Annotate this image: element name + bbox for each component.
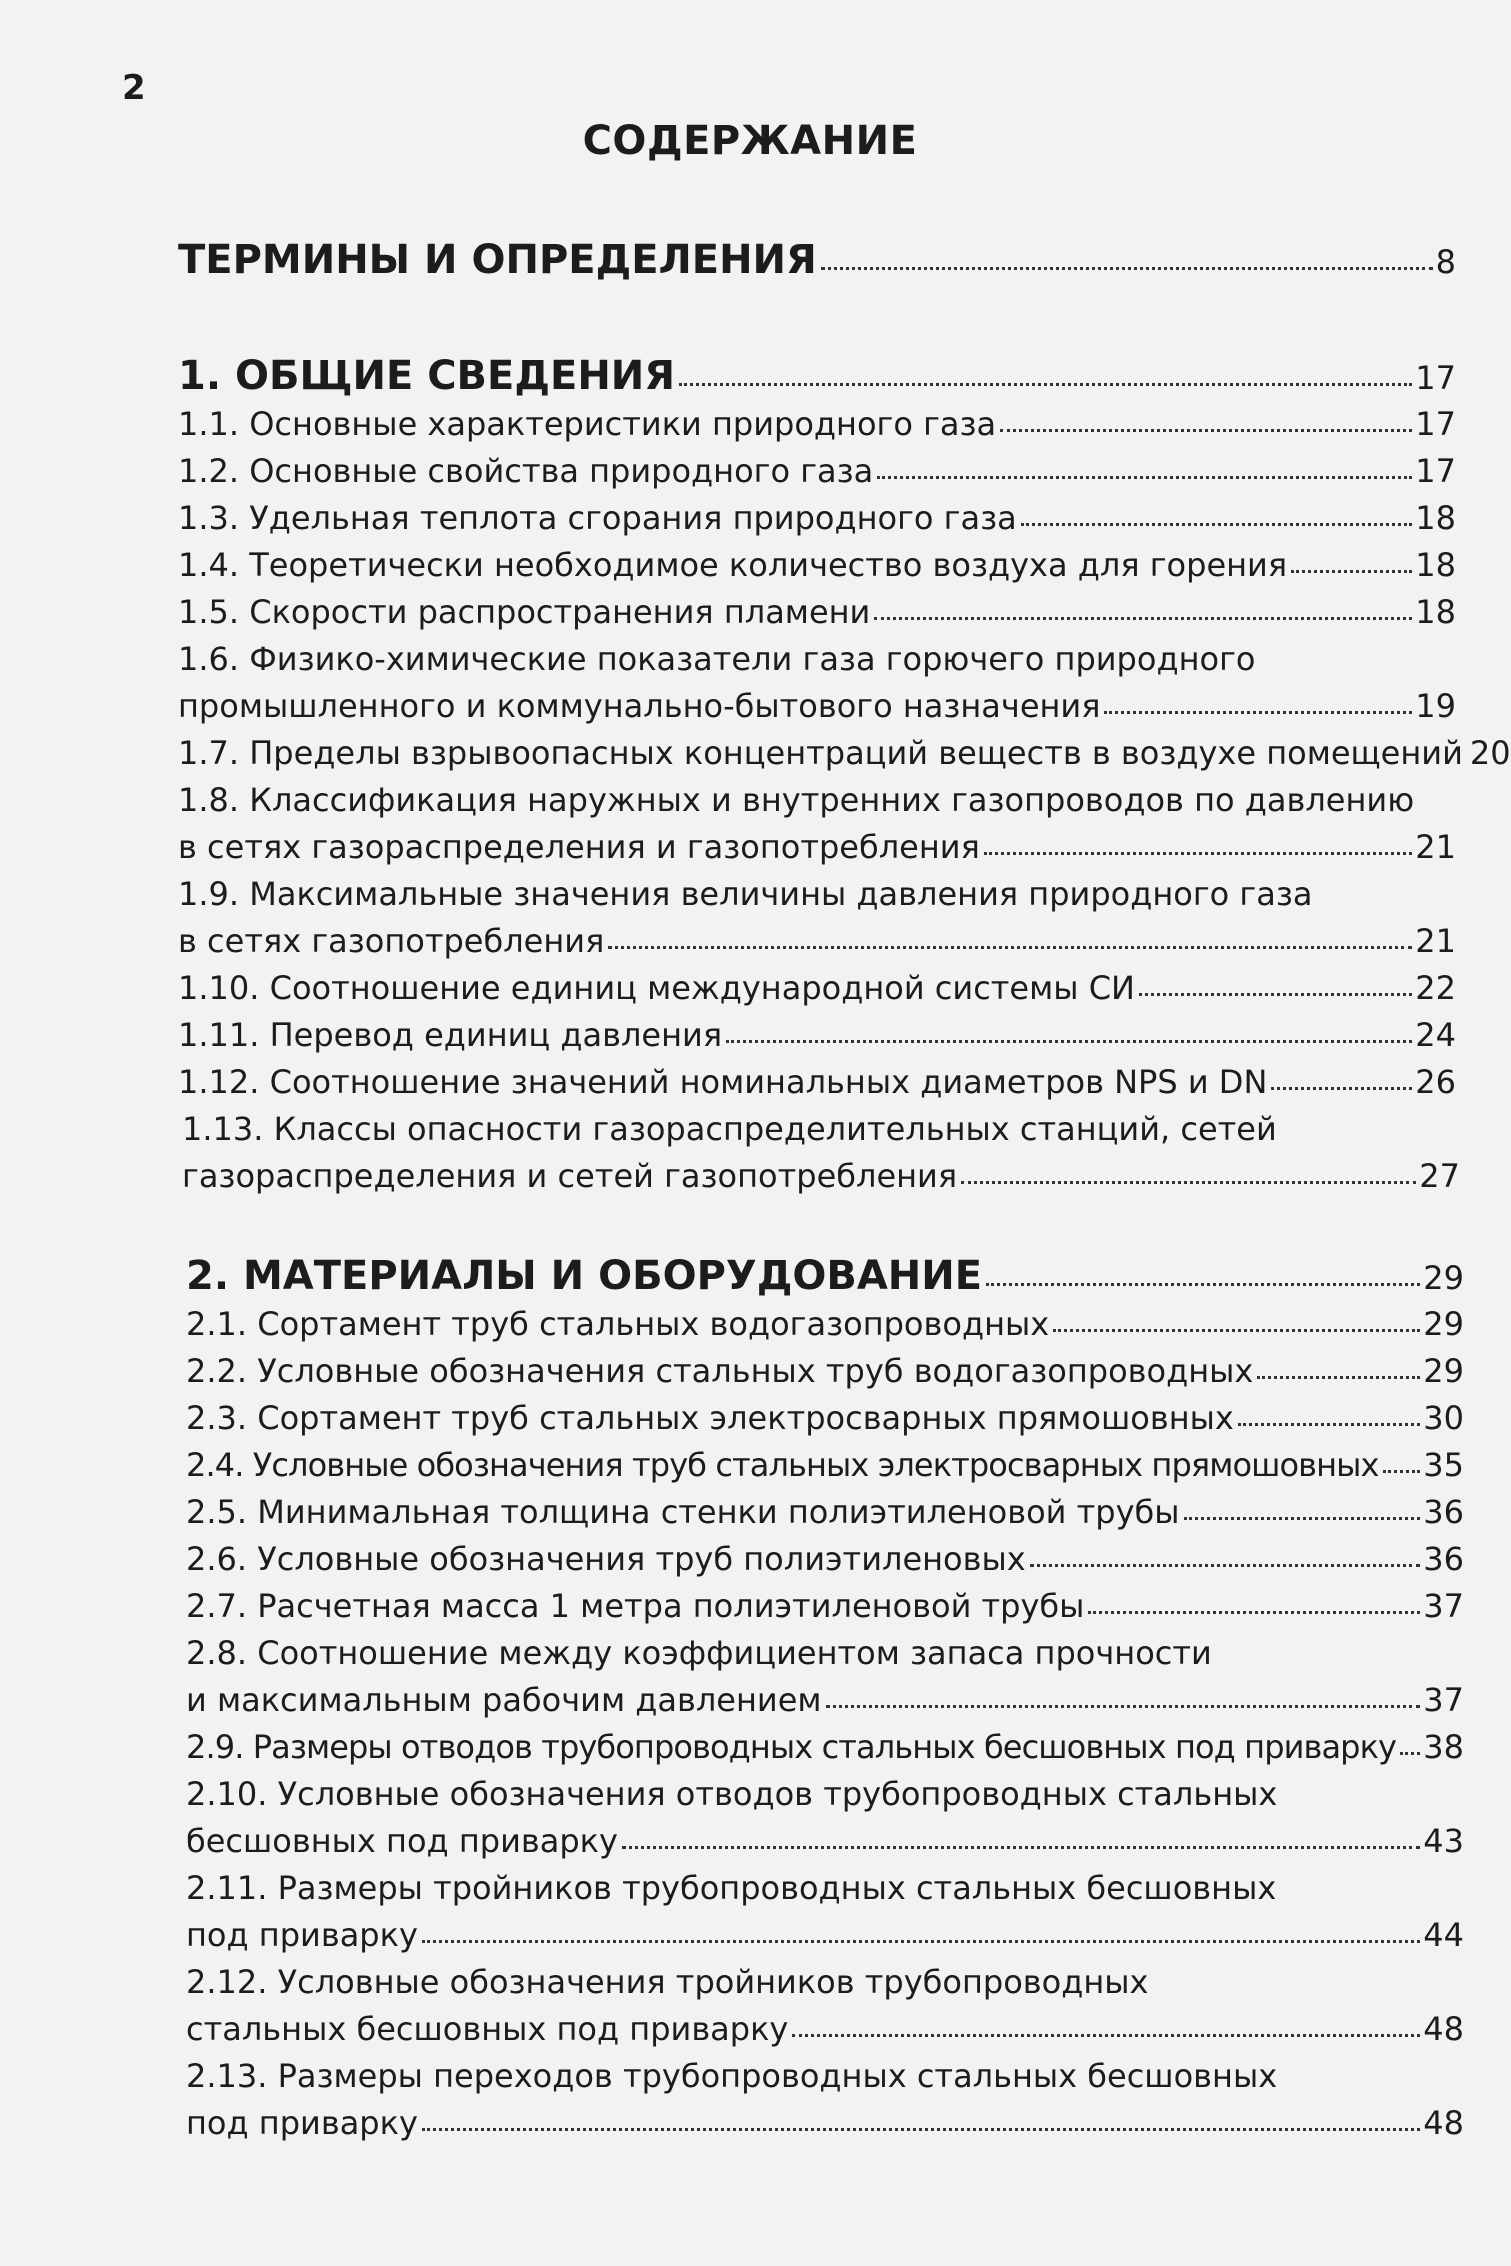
toc-entry-title: 2. МАТЕРИАЛЫ И ОБОРУДОВАНИЕ xyxy=(186,1253,983,1299)
toc-entry-page: 48 xyxy=(1423,2104,1464,2142)
toc-entry xyxy=(178,452,1456,490)
toc-entry xyxy=(186,1587,1464,1625)
page-title: СОДЕРЖАНИЕ xyxy=(582,118,918,164)
dot-leader xyxy=(679,383,1412,386)
toc-entry-page: 27 xyxy=(1419,1157,1460,1195)
toc-entry-title: 2.9. Размеры отводов трубопроводных стальных бесшовных под приварку xyxy=(186,1728,1397,1766)
toc-entry-title-line1: 2.12. Условные обозначения тройников трубопроводных xyxy=(186,1963,1149,2001)
toc-entry-title: 1.10. Соотношение единиц международной системы СИ xyxy=(178,969,1135,1007)
dot-leader xyxy=(1184,1517,1421,1520)
toc-entry-title: под приварку xyxy=(186,1916,418,1954)
toc-entry xyxy=(186,2104,1464,2142)
dot-leader xyxy=(1271,1087,1412,1090)
dot-leader xyxy=(622,1846,1420,1849)
toc-entry-title: 1. ОБЩИЕ СВЕДЕНИЯ xyxy=(178,353,676,399)
toc-entry-title: в сетях газопотребления xyxy=(178,922,605,960)
dot-leader xyxy=(726,1040,1412,1043)
dot-leader xyxy=(1238,1423,1420,1426)
toc-entry-title: стальных бесшовных под приварку xyxy=(186,2010,789,2048)
toc-entry-page: 18 xyxy=(1415,593,1456,631)
toc-entry xyxy=(178,1063,1456,1101)
toc-entry-page: 29 xyxy=(1423,1259,1464,1297)
toc-section-1 xyxy=(178,353,1456,399)
toc-entry xyxy=(178,828,1456,866)
toc-entry xyxy=(178,546,1456,584)
toc-entry-page: 29 xyxy=(1423,1352,1464,1390)
dot-leader xyxy=(608,946,1412,949)
dot-leader xyxy=(1088,1611,1420,1614)
toc-entry-page: 36 xyxy=(1423,1540,1464,1578)
toc-entry-page: 21 xyxy=(1415,828,1456,866)
toc-section-2 xyxy=(186,1253,1464,1299)
dot-leader xyxy=(986,1283,1420,1286)
toc-entry xyxy=(178,499,1456,537)
toc-entry-title: бесшовных под приварку xyxy=(186,1822,618,1860)
toc-entry-page: 8 xyxy=(1435,243,1456,281)
toc-entry-page: 37 xyxy=(1423,1681,1464,1719)
toc-entry-page: 43 xyxy=(1423,1822,1464,1860)
toc-entry-page: 48 xyxy=(1423,2010,1464,2048)
dot-leader xyxy=(1257,1376,1420,1379)
dot-leader xyxy=(1104,711,1412,714)
toc-entry-title: 1.11. Перевод единиц давления xyxy=(178,1016,723,1054)
toc-entry xyxy=(178,1016,1456,1054)
toc-entry-title: 2.5. Минимальная толщина стенки полиэтиленовой трубы xyxy=(186,1493,1180,1531)
dot-leader xyxy=(1053,1329,1420,1332)
toc-entry-title: 2.7. Расчетная масса 1 метра полиэтиленовой трубы xyxy=(186,1587,1085,1625)
toc-entry-page: 35 xyxy=(1423,1446,1464,1484)
toc-entry-terms xyxy=(178,237,1456,283)
toc-entry-title: 2.4. Условные обозначения труб стальных электросварных прямошовных xyxy=(186,1446,1379,1484)
toc-entry-title: 2.6. Условные обозначения труб полиэтиленовых xyxy=(186,1540,1026,1578)
toc-entry-page: 38 xyxy=(1423,1728,1464,1766)
dot-leader xyxy=(1400,1752,1420,1755)
toc-entry xyxy=(178,922,1456,960)
toc-entry-page: 17 xyxy=(1415,405,1456,443)
toc-entry-page: 22 xyxy=(1415,969,1456,1007)
toc-entry-title: промышленного и коммунально-бытового назначения xyxy=(178,687,1101,725)
dot-leader xyxy=(422,2128,1420,2131)
toc-entry-page: 24 xyxy=(1415,1016,1456,1054)
toc-entry-page: 36 xyxy=(1423,1493,1464,1531)
toc-entry-page: 18 xyxy=(1415,546,1456,584)
toc-entry-title-line1: 2.11. Размеры тройников трубопроводных стальных бесшовных xyxy=(186,1869,1277,1907)
toc-entry-title-line1: 2.13. Размеры переходов трубопроводных стальных бесшовных xyxy=(186,2057,1278,2095)
toc-entry-page: 18 xyxy=(1415,499,1456,537)
toc-entry-page: 17 xyxy=(1415,452,1456,490)
dot-leader xyxy=(961,1181,1416,1184)
toc-entry xyxy=(186,1728,1464,1766)
toc-entry xyxy=(186,1916,1464,1954)
toc-entry xyxy=(182,1157,1460,1195)
toc-entry-title: 1.12. Соотношение значений номинальных диаметров NPS и DN xyxy=(178,1063,1268,1101)
toc-entry-page: 30 xyxy=(1423,1399,1464,1437)
toc-entry-page: 26 xyxy=(1415,1063,1456,1101)
toc-entry xyxy=(186,1493,1464,1531)
toc-entry-title-line1: 2.8. Соотношение между коэффициентом запаса прочности xyxy=(186,1634,1212,1672)
dot-leader xyxy=(984,852,1412,855)
dot-leader xyxy=(792,2034,1420,2037)
toc-entry xyxy=(178,969,1456,1007)
toc-entry xyxy=(178,734,1511,772)
toc-entry xyxy=(186,1352,1464,1390)
toc-entry-title: 2.3. Сортамент труб стальных электросварных прямошовных xyxy=(186,1399,1234,1437)
toc-entry-title: 2.1. Сортамент труб стальных водогазопроводных xyxy=(186,1305,1050,1343)
toc-entry xyxy=(186,1399,1464,1437)
toc-entry-title-line1: 1.13. Классы опасности газораспределительных станций, сетей xyxy=(182,1110,1277,1148)
toc-entry-title: 1.2. Основные свойства природного газа xyxy=(178,452,874,490)
dot-leader xyxy=(1021,523,1413,526)
toc-entry-page: 17 xyxy=(1415,359,1456,397)
toc-entry-page: 19 xyxy=(1415,687,1456,725)
toc-entry-title: 2.2. Условные обозначения стальных труб водогазопроводных xyxy=(186,1352,1254,1390)
page-number: 2 xyxy=(122,68,146,108)
toc-entry-title: в сетях газораспределения и газопотребления xyxy=(178,828,980,866)
toc-entry-page: 21 xyxy=(1415,922,1456,960)
toc-entry xyxy=(186,1681,1464,1719)
toc-entry xyxy=(186,1446,1464,1484)
toc-entry-title-line1: 1.9. Максимальные значения величины давления природного газа xyxy=(178,875,1313,913)
toc-entry xyxy=(186,2010,1464,2048)
toc-entry xyxy=(178,405,1456,443)
toc-entry-title: ТЕРМИНЫ И ОПРЕДЕЛЕНИЯ xyxy=(178,237,817,283)
dot-leader xyxy=(1030,1564,1421,1567)
toc-entry-title: и максимальным рабочим давлением xyxy=(186,1681,822,1719)
dot-leader xyxy=(1139,993,1412,996)
toc-entry-title: 1.4. Теоретически необходимое количество воздуха для горения xyxy=(178,546,1288,584)
toc-entry-page: 20 xyxy=(1469,734,1511,772)
dot-leader xyxy=(877,476,1412,479)
toc-entry xyxy=(178,687,1456,725)
dot-leader xyxy=(1383,1470,1421,1473)
toc-entry-title: 1.3. Удельная теплота сгорания природного газа xyxy=(178,499,1017,537)
dot-leader xyxy=(874,617,1412,620)
dot-leader xyxy=(826,1705,1421,1708)
toc-entry-title: газораспределения и сетей газопотребления xyxy=(182,1157,958,1195)
toc-entry-page: 44 xyxy=(1423,1916,1464,1954)
toc-entry xyxy=(186,1540,1464,1578)
dot-leader xyxy=(1291,570,1412,573)
toc-entry-title: под приварку xyxy=(186,2104,418,2142)
toc-entry-title-line1: 1.6. Физико-химические показатели газа горючего природного xyxy=(178,640,1256,678)
toc-entry-title-line1: 2.10. Условные обозначения отводов трубопроводных стальных xyxy=(186,1775,1278,1813)
toc-entry-title: 1.5. Скорости распространения пламени xyxy=(178,593,871,631)
toc-entry xyxy=(178,593,1456,631)
toc-entry xyxy=(186,1305,1464,1343)
toc-entry-title: 1.1. Основные характеристики природного газа xyxy=(178,405,997,443)
toc-entry-page: 29 xyxy=(1423,1305,1464,1343)
toc-entry-page: 37 xyxy=(1423,1587,1464,1625)
toc-entry-title-line1: 1.8. Классификация наружных и внутренних газопроводов по давлению xyxy=(178,781,1415,819)
toc-entry-title: 1.7. Пределы взрывоопасных концентраций веществ в воздухе помещений xyxy=(178,734,1463,772)
toc-entry xyxy=(186,1822,1464,1860)
dot-leader xyxy=(422,1940,1420,1943)
dot-leader xyxy=(821,267,1433,270)
dot-leader xyxy=(1000,429,1412,432)
